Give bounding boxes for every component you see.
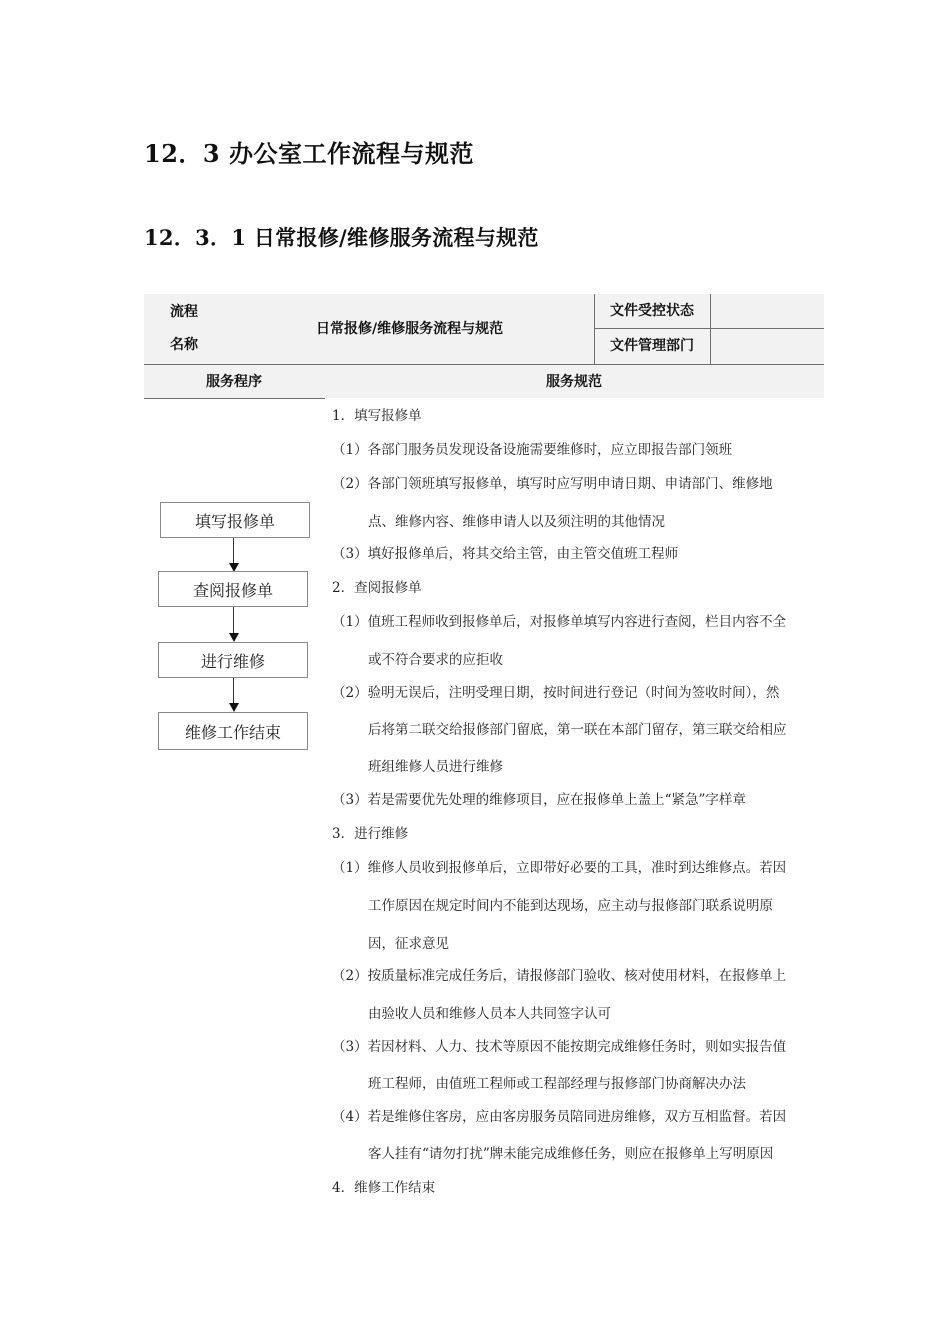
text-line: 由验收人员和维修人员本人共同签字认可 (368, 1006, 611, 1022)
section-heading: 12．3 办公室工作流程与规范 (144, 139, 474, 168)
flow-step-label: 进行维修 (200, 651, 265, 671)
text-line: （3）若是需要优先处理的维修项目，应在报修单上盖上“紧急”字样章 (332, 792, 746, 808)
section-item: 4．维修工作结束 (332, 1180, 436, 1196)
flow-step (158, 642, 308, 678)
text-line: 因，征求意见 (368, 936, 449, 952)
table-divider (144, 364, 824, 365)
section-item: 3．进行维修 (332, 826, 409, 842)
text-line: （4）若是维修住客房，应由客房服务员陪同进房维修，双方互相监督。若因 (332, 1109, 787, 1125)
flow-step (158, 571, 308, 607)
text-line: （1）维修人员收到报修单后，立即带好必要的工具，准时到达维修点。若因 (332, 860, 787, 876)
section-item: 2．查阅报修单 (332, 580, 422, 596)
text-line: 工作原因在规定时间内不能到达现场，应主动与报修部门联系说明原 (368, 898, 773, 914)
text-line: （1）值班工程师收到报修单后，对报修单填写内容进行查阅，栏目内容不全 (332, 614, 787, 630)
text-line: 客人挂有“请勿打扰”牌未能完成维修任务，则应在报修单上写明原因 (368, 1146, 774, 1162)
text-line: 或不符合要求的应拒收 (368, 652, 503, 668)
flow-step-label: 维修工作结束 (184, 722, 281, 742)
column-header-procedure: 服务程序 (206, 374, 262, 390)
subsection-heading: 12．3．1 日常报修/维修服务流程与规范 (144, 225, 539, 250)
text-line: 班组维修人员进行维修 (368, 759, 503, 775)
table-divider (710, 294, 711, 364)
flow-step-label: 查阅报修单 (192, 580, 273, 600)
process-label-line2: 名称 (170, 337, 198, 353)
process-label-line1: 流程 (170, 304, 198, 320)
table-divider (594, 294, 595, 364)
flow-arrow (229, 538, 239, 572)
dept-label: 文件管理部门 (610, 338, 694, 354)
table-divider (144, 398, 325, 399)
status-label: 文件受控状态 (610, 303, 694, 319)
column-header-standard: 服务规范 (546, 374, 602, 390)
process-name: 日常报修/维修服务流程与规范 (316, 321, 504, 337)
flow-step-label: 填写报修单 (194, 511, 275, 531)
text-line: （3）填好报修单后，将其交给主管，由主管交值班工程师 (332, 546, 679, 562)
text-line: 后将第二联交给报修部门留底，第一联在本部门留存，第三联交给相应 (368, 722, 787, 738)
text-line: 班工程师，由值班工程师或工程部经理与报修部门协商解决办法 (368, 1076, 746, 1092)
text-line: （2）各部门领班填写报修单，填写时应写明申请日期、申请部门、维修地 (332, 476, 773, 492)
text-line: （3）若因材料、人力、技术等原因不能按期完成维修任务时，则如实报告值 (332, 1039, 787, 1055)
section-item: 1．填写报修单 (332, 408, 422, 424)
table-divider (594, 328, 824, 329)
text-line: （1）各部门服务员发现设备设施需要维修时，应立即报告部门领班 (332, 442, 733, 458)
text-line: （2）按质量标准完成任务后，请报修部门验收、核对使用材料，在报修单上 (332, 968, 787, 984)
flow-arrow (229, 607, 239, 642)
flow-step (160, 502, 310, 538)
flow-step (158, 712, 308, 750)
text-line: （2）验明无误后，注明受理日期，按时间进行登记（时间为签收时间），然 (332, 685, 780, 701)
text-line: 点、维修内容、维修申请人以及须注明的其他情况 (368, 514, 665, 530)
flow-arrow (229, 678, 239, 712)
